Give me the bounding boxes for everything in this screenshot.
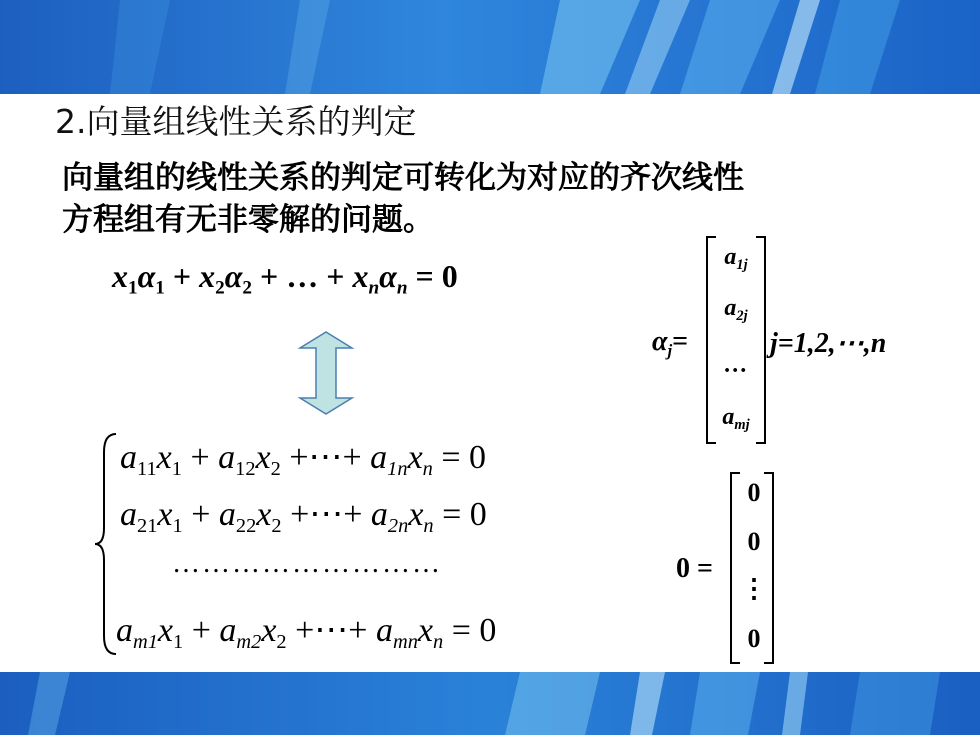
- intro-paragraph: [62, 157, 922, 241]
- intro-line-2: 方程组有无非零解的问题。: [62, 202, 434, 238]
- equivalence-arrow-icon: [296, 330, 356, 416]
- system-row-1: $a_{11}x_1 + a_{12}x_2$ +⋯+ $a_{1n}x_n = 0$: [120, 439, 487, 481]
- zero-entry-2: 0: [747, 527, 761, 556]
- index-range: j=1,2,⋯,n: [770, 328, 887, 359]
- zero-entry-1: 0: [747, 478, 761, 507]
- footer-band: [0, 672, 980, 735]
- system-ellipsis-row: ………………………: [172, 548, 442, 579]
- alpha-entry-2: $a_{2j}$: [724, 295, 748, 325]
- zero-vector-label: 0 =: [676, 553, 713, 584]
- zero-entry-n: 0: [747, 624, 761, 653]
- header-band: [0, 0, 980, 94]
- linear-combination-equation: $x_1\alpha_1 + x_2\alpha_2$ + … + $x_n\alpha_n = 0$: [112, 258, 458, 299]
- system-row-2: $a_{21}x_1 + a_{22}x_2$ +⋯+ $a_{2n}x_n = 0$: [120, 496, 487, 538]
- intro-line-1: 向量组的线性关系的判定可转化为对应的齐次线性: [62, 160, 744, 196]
- slide-title: 2.向量组线性关系的判定: [55, 102, 417, 141]
- alpha-entry-ellipsis: …: [724, 352, 748, 378]
- zero-entry-vdots: ⋮: [741, 574, 767, 603]
- alpha-entry-m: $a_{mj}$: [722, 404, 750, 434]
- alpha-vector-label: $\alpha_j=$: [652, 326, 689, 360]
- system-row-m: $a_{m1}x_1 + a_{m2}x_2$ +⋯+ $a_{mn}x_n = 0$: [116, 612, 497, 654]
- alpha-entry-1: $a_{1j}$: [724, 244, 748, 274]
